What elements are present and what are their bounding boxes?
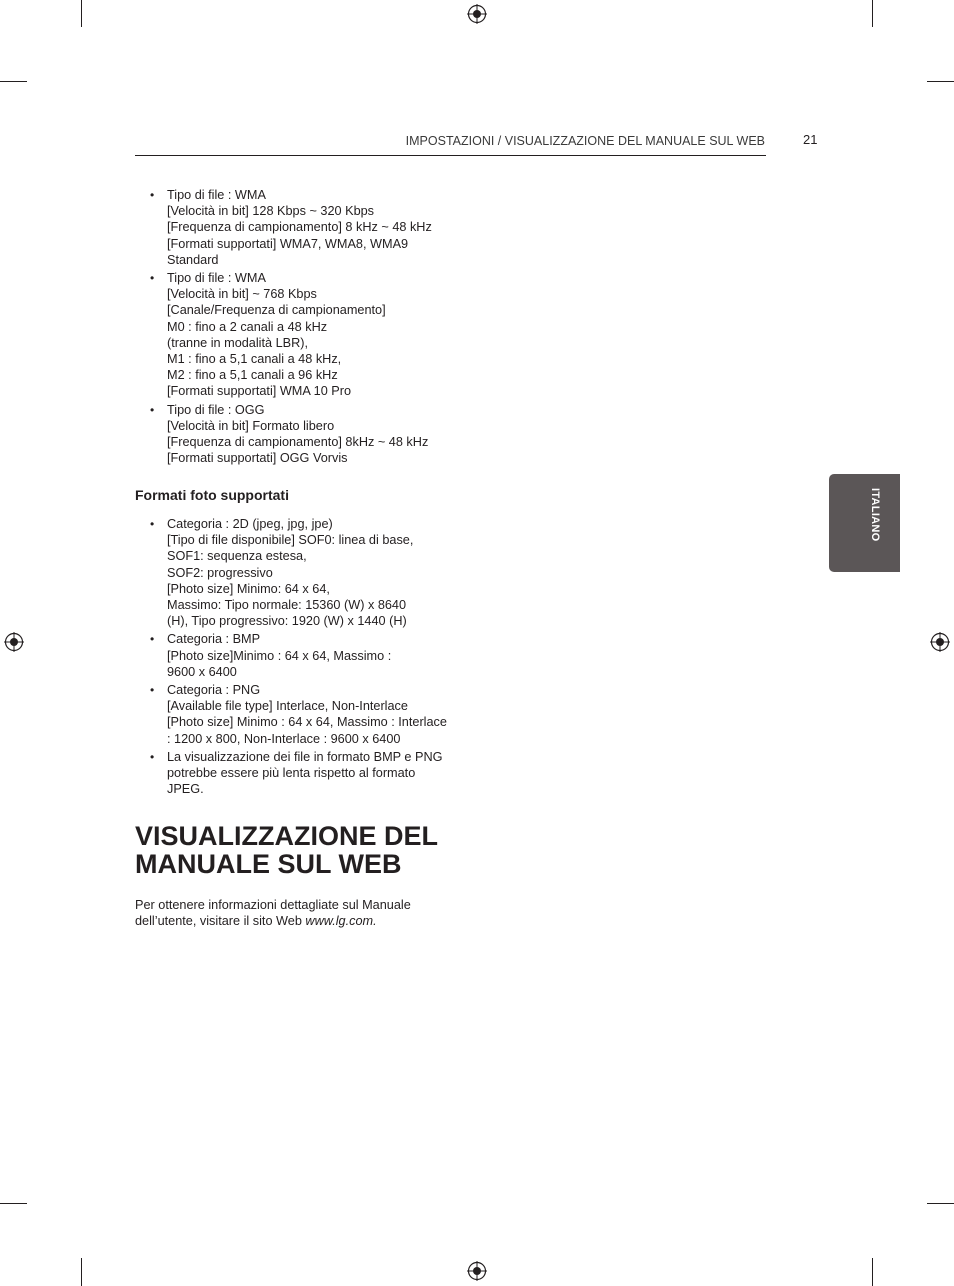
audio-format-list — [135, 187, 495, 468]
list-item-line: Tipo di file : WMA — [167, 271, 266, 286]
crop-mark — [81, 0, 82, 27]
list-item-line: SOF2: progressivo — [167, 565, 273, 580]
list-item-line: : 1200 x 800, Non-Interlace : 9600 x 6400 — [167, 731, 401, 746]
list-item-line: Categoria : PNG — [167, 683, 261, 698]
list-item — [135, 516, 495, 629]
list-item-line: Massimo: Tipo normale: 15360 (W) x 8640 — [167, 598, 407, 613]
registration-mark-icon — [467, 4, 487, 24]
crop-mark — [872, 1258, 873, 1286]
crop-mark — [927, 81, 954, 82]
list-item-line: M1 : fino a 5,1 canali a 48 kHz, — [167, 352, 342, 367]
bullet-icon: • — [150, 683, 155, 698]
list-item — [135, 402, 495, 467]
bullet-icon: • — [150, 188, 155, 202]
bullet-icon: • — [150, 271, 155, 286]
list-item-line: [Frequenza di campionamento] 8kHz ~ 48 kHz — [167, 435, 429, 450]
crop-mark — [81, 1258, 82, 1286]
photo-format-list — [135, 516, 495, 799]
bullet-icon: • — [150, 517, 155, 531]
registration-mark-icon — [4, 632, 24, 652]
list-item-line: [Tipo di file disponibile] SOF0: linea di base, — [167, 533, 414, 548]
header-divider — [135, 155, 766, 156]
list-item-line: [Velocità in bit] 128 Kbps ~ 320 Kbps — [167, 204, 375, 219]
intro-line: Per ottenere informazioni dettagliate sul Manuale — [135, 898, 411, 912]
registration-mark-icon — [467, 1261, 487, 1281]
list-item-line: 9600 x 6400 — [167, 664, 237, 679]
crop-mark — [872, 0, 873, 27]
section-title-line: MANUALE SUL WEB — [135, 849, 402, 879]
photo-formats-heading: Formati foto supportati — [135, 487, 289, 503]
list-item-line: [Formati supportati] OGG Vorvis — [167, 451, 348, 466]
crop-mark — [927, 1203, 954, 1204]
list-item-line: Categoria : 2D (jpeg, jpg, jpe) — [167, 517, 333, 531]
list-item-line: [Available file type] Interlace, Non-Interlace — [167, 699, 408, 714]
list-item-line: M0 : fino a 2 canali a 48 kHz — [167, 319, 328, 334]
list-item-line: [Formati supportati] WMA7, WMA8, WMA9 — [167, 236, 409, 251]
web-manual-intro — [135, 897, 455, 929]
list-item — [135, 187, 495, 268]
list-item — [135, 749, 495, 798]
list-item-line: [Photo size] Minimo : 64 x 64, Massimo : Interlace — [167, 715, 447, 730]
crop-mark — [0, 1203, 27, 1204]
list-item-line: [Velocità in bit] Formato libero — [167, 418, 335, 433]
running-header: IMPOSTAZIONI / VISUALIZZAZIONE DEL MANUALE SUL WEB — [405, 134, 765, 148]
list-item-line: Tipo di file : OGG — [167, 402, 265, 417]
crop-mark — [0, 81, 27, 82]
bullet-icon: • — [150, 632, 155, 647]
list-item — [135, 682, 495, 747]
section-title — [135, 822, 438, 878]
list-item-line: Tipo di file : WMA — [167, 188, 266, 202]
list-item — [135, 631, 495, 680]
page-number: 21 — [803, 132, 818, 147]
section-title-line: VISUALIZZAZIONE DEL — [135, 821, 438, 851]
list-item-line: (H), Tipo progressivo: 1920 (W) x 1440 (H) — [167, 614, 407, 629]
list-item-line: Standard — [167, 252, 219, 267]
list-item-line: potrebbe essere più lenta rispetto al formato — [167, 766, 416, 781]
list-item-line: [Formati supportati] WMA 10 Pro — [167, 384, 352, 399]
list-item-line: [Canale/Frequenza di campionamento] — [167, 303, 386, 318]
list-item-line: M2 : fino a 5,1 canali a 96 kHz — [167, 368, 338, 383]
list-item-line: [Photo size] Minimo: 64 x 64, — [167, 581, 330, 596]
list-item — [135, 270, 495, 400]
registration-mark-icon — [930, 632, 950, 652]
bullet-icon: • — [150, 749, 155, 764]
language-tab — [829, 474, 900, 572]
website-link[interactable]: www.lg.com. — [305, 914, 377, 928]
list-item-line: (tranne in modalità LBR), — [167, 335, 309, 350]
language-tab-label: ITALIANO — [869, 488, 881, 542]
intro-line: dell’utente, visitare il sito Web — [135, 914, 306, 928]
list-item-line: [Velocità in bit] ~ 768 Kbps — [167, 287, 317, 302]
list-item-line: Categoria : BMP — [167, 632, 261, 647]
list-item-line: La visualizzazione dei file in formato BMP e PNG — [167, 749, 443, 764]
list-item-line: [Frequenza di campionamento] 8 kHz ~ 48 kHz — [167, 220, 432, 235]
list-item-line: SOF1: sequenza estesa, — [167, 549, 307, 564]
list-item-line: JPEG. — [167, 782, 204, 797]
bullet-icon: • — [150, 402, 155, 417]
list-item-line: [Photo size]Minimo : 64 x 64, Massimo : — [167, 648, 392, 663]
